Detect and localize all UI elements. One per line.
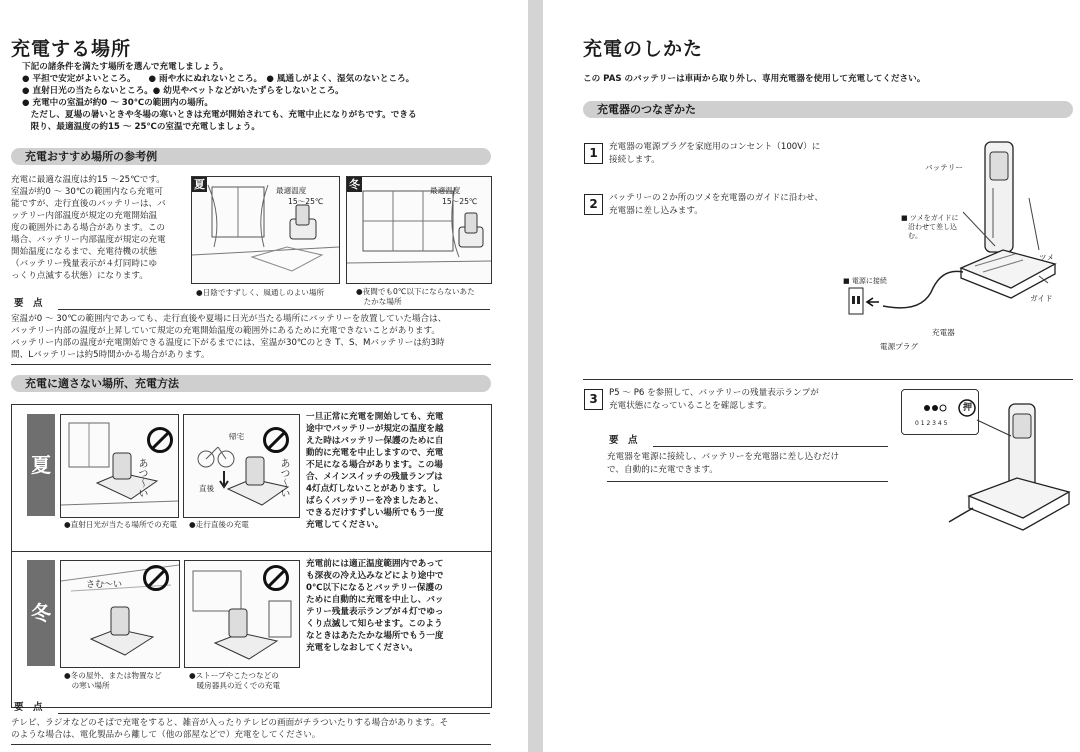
winter-warning: くり点滅して知らせます。このよう bbox=[306, 619, 443, 629]
illustration-summer-room bbox=[191, 176, 340, 284]
caption-winter: たかな場所 bbox=[356, 297, 402, 306]
label-plug: 電源プラグ bbox=[880, 342, 918, 351]
caption-winter: ●夜間でも0℃以下にならないあた bbox=[356, 287, 475, 296]
caption-summer: ●日陰ですずしく、風通しのよい場所 bbox=[196, 288, 325, 297]
push-button-label: 押 bbox=[963, 403, 973, 413]
intro-line: ただし、夏場の暑いときや冬場の寒いときは充電が開始されても、充電中止になりがちです。できる bbox=[22, 110, 417, 120]
sketch-text: あつ〜い bbox=[278, 458, 289, 498]
note-guide: ■ ツメをガイドに bbox=[901, 214, 959, 222]
prohibited-icon bbox=[263, 565, 289, 591]
sketch-text: あつ〜い bbox=[136, 458, 147, 498]
illustration-winter-room bbox=[346, 176, 492, 284]
step2-text: 充電器に差し込みます。 bbox=[609, 206, 703, 216]
section1-body: 場合、バッテリー内部温度が規定の充電 bbox=[11, 235, 166, 245]
caption-near-heater: ●ストーブやこたつなどの bbox=[189, 671, 279, 680]
step2-text: バッテリーの２か所のツメを充電器のガイドに沿わせ、 bbox=[609, 193, 823, 203]
summer-tag: 夏 bbox=[194, 178, 205, 191]
winter-label: 冬 bbox=[27, 560, 55, 666]
lamp-numbers: 0 1 2 3 4 5 bbox=[915, 420, 948, 427]
point-label: 要 点 bbox=[14, 702, 43, 713]
point-label: 要 点 bbox=[609, 435, 638, 446]
winter-tag: 冬 bbox=[349, 178, 360, 191]
divider bbox=[11, 364, 491, 365]
section1-body: 室温が約0 ～ 30℃の範囲内なら充電可 bbox=[11, 187, 163, 197]
summer-warning: 4灯点灯しないことがあります。し bbox=[306, 484, 441, 494]
divider bbox=[58, 713, 490, 714]
winter-warning: ために自動的に充電を中止し、バッ bbox=[306, 595, 444, 605]
intro-line: ● 平担で安定がよいところ。 ● 雨や水にぬれないところ。 ● 風通しがよく、湿気のないところ。 bbox=[22, 74, 415, 84]
summer-warning: できるだけすずしい場所でもう一度 bbox=[306, 508, 444, 518]
caption-near-heater: 暖房器具の近くでの充電 bbox=[189, 681, 281, 690]
summer-warning: 充電してください。 bbox=[306, 520, 384, 530]
step1-text: 接続します。 bbox=[609, 155, 660, 165]
prohibited-icon bbox=[143, 565, 169, 591]
note-guide: む。 bbox=[901, 232, 922, 240]
prohibited-icon bbox=[263, 427, 289, 453]
winter-warning: テリー残量表示ランプが４灯でゆっ bbox=[306, 607, 444, 617]
right-page bbox=[543, 0, 1080, 752]
winter-room-sketch bbox=[347, 177, 491, 283]
section1-body: （バッテリー残量表示が４灯同時にゆ bbox=[11, 259, 158, 269]
right-intro: この PAS のバッテリーは車両から取り外し、専用充電器を使用して充電してください。 bbox=[583, 74, 926, 84]
summer-warning: えた時はバッテリー保護のために自 bbox=[306, 436, 444, 446]
point-label: 要 点 bbox=[14, 298, 43, 309]
page-title-charging-place: 充電する場所 bbox=[11, 38, 132, 60]
summer-warning: 途中でバッテリーが規定の温度を越 bbox=[306, 424, 444, 434]
summer-warning: 不足になる場合があります。この場 bbox=[306, 460, 443, 470]
winter-temp-range: 15～25℃ bbox=[442, 197, 478, 206]
section1-body: っくり点滅する状態）になります。 bbox=[11, 271, 148, 281]
note-power: ■ 電源に接続 bbox=[843, 277, 887, 285]
point-text: テレビ、ラジオなどのそばで充電をすると、雑音が入ったりテレビの画面がチラついたりする場合があります。そ bbox=[11, 718, 449, 728]
divider bbox=[58, 309, 490, 310]
intro-line: ● 直射日光の当たらないところ。● 幼児やペットなどがいたずらをしないところ。 bbox=[22, 86, 344, 96]
label-charger: 充電器 bbox=[932, 328, 955, 337]
step1-text: 充電器の電源プラグを家庭用のコンセント（100V）に bbox=[609, 142, 821, 152]
summer-warning: 合、メインスイッチの残量ランプは bbox=[306, 472, 443, 482]
winter-warning: も深夜の冷え込みなどにより途中で bbox=[306, 571, 444, 581]
caption-cold-outdoor: ●冬の屋外、または物置など bbox=[64, 671, 162, 680]
section1-body: ッテリー内部温度が規定の充電開始温 bbox=[11, 211, 158, 221]
page-title-how-to-charge: 充電のしかた bbox=[583, 38, 704, 60]
caption-cold-outdoor: の寒い場所 bbox=[64, 681, 110, 690]
winter-warning: 充電前には適正温度範囲内であって bbox=[306, 559, 444, 569]
page-gutter bbox=[528, 0, 543, 752]
label-battery: バッテリー bbox=[925, 163, 963, 172]
section1-body: 能ですが、走行直後のバッテリーは、バ bbox=[11, 199, 166, 209]
divider bbox=[607, 481, 888, 482]
winter-warning: 充電をしなおしてください。 bbox=[306, 643, 418, 653]
section-heading-unsuitable: 充電に適さない場所、充電方法 bbox=[11, 375, 491, 392]
point-text: バッテリー内部の温度が充電開始できる温度に下がるまでには、室温が30℃のとき T、S、Mバッテリーは約3時 bbox=[11, 338, 445, 348]
section1-body: 度の範囲外にある場合があります。この bbox=[11, 223, 166, 233]
winter-temp-label: 最適温度 bbox=[430, 186, 461, 195]
summer-warning: 動的に充電を中止しますので、充電 bbox=[306, 448, 444, 458]
step3-text: P5 ～ P6 を参照して、バッテリーの残量表示ランプが bbox=[609, 388, 819, 398]
winter-warning: 0℃以下になるとバッテリー保護の bbox=[306, 583, 443, 593]
summer-warning: ばらくバッテリーを冷ましたあと、 bbox=[306, 496, 444, 506]
summer-label: 夏 bbox=[27, 414, 55, 516]
intro-line: 下記の諸条件を満たす場所を選んで充電しましょう。 bbox=[22, 62, 229, 72]
intro-line: ● 充電中の室温が約0 ～ 30℃の範囲内の場所。 bbox=[22, 98, 213, 108]
summer-warning: 一旦正常に充電を開始しても、充電 bbox=[306, 412, 444, 422]
section-heading-connection: 充電器のつなぎかた bbox=[583, 101, 1073, 118]
left-page bbox=[0, 0, 528, 752]
summer-room-sketch bbox=[192, 177, 339, 283]
divider bbox=[583, 379, 1073, 380]
battery-on-charger-diagram bbox=[953, 396, 1073, 546]
divider bbox=[11, 551, 491, 552]
sketch-text: 帰宅 bbox=[229, 432, 245, 441]
section1-body: 充電に最適な温度は約15 ～25℃です。 bbox=[11, 175, 165, 185]
label-claw: ツメ bbox=[1039, 253, 1055, 262]
prohibited-icon bbox=[147, 427, 173, 453]
point-text: バッテリー内部の温度が上昇していて規定の充電開始温度の範囲外にあるために充電できないことがあります。 bbox=[11, 326, 441, 336]
note-guide: 沿わせて差し込 bbox=[901, 223, 957, 231]
step-number: 3 bbox=[584, 389, 603, 410]
summer-temp-range: 15～25℃ bbox=[288, 197, 324, 206]
point-text: のような場合は、電化製品から離して（他の部屋などで）充電をしてください。 bbox=[11, 730, 321, 740]
sketch-text: 直後 bbox=[199, 484, 215, 493]
sketch-text: さむ〜い bbox=[86, 580, 123, 590]
point-text: 間、Lバッテリーは約5時間かかる場合があります。 bbox=[11, 350, 210, 360]
section-heading-recommended: 充電おすすめ場所の参考例 bbox=[11, 148, 491, 165]
step3-text: 充電状態になっていることを確認します。 bbox=[609, 401, 772, 411]
point-text: 室温が0 ～ 30℃の範囲内であっても、走行直後や夏場に日光が当たる場所にバッテリーを放置していた場合は、 bbox=[11, 314, 447, 324]
section1-body: 開始温度になるまで、充電待機の状態 bbox=[11, 247, 157, 257]
point-text: で、自動的に充電できます。 bbox=[607, 465, 718, 475]
label-guide: ガイド bbox=[1030, 294, 1053, 303]
winter-warning: なときはあたたかな場所でもう一度 bbox=[306, 631, 444, 641]
point-text: 充電器を電源に接続し、バッテリーを充電器に差し込むだけ bbox=[607, 452, 840, 462]
step-number: 1 bbox=[584, 143, 603, 164]
caption-after-riding: ●走行直後の充電 bbox=[189, 520, 249, 529]
summer-temp-label: 最適温度 bbox=[276, 186, 307, 195]
intro-line: 限り、最適温度の約15 ～ 25℃の室温で充電しましょう。 bbox=[22, 122, 260, 132]
step-number: 2 bbox=[584, 194, 603, 215]
divider bbox=[11, 744, 491, 745]
caption-direct-sunlight: ●直射日光が当たる場所での充電 bbox=[64, 520, 177, 529]
divider bbox=[653, 446, 888, 447]
